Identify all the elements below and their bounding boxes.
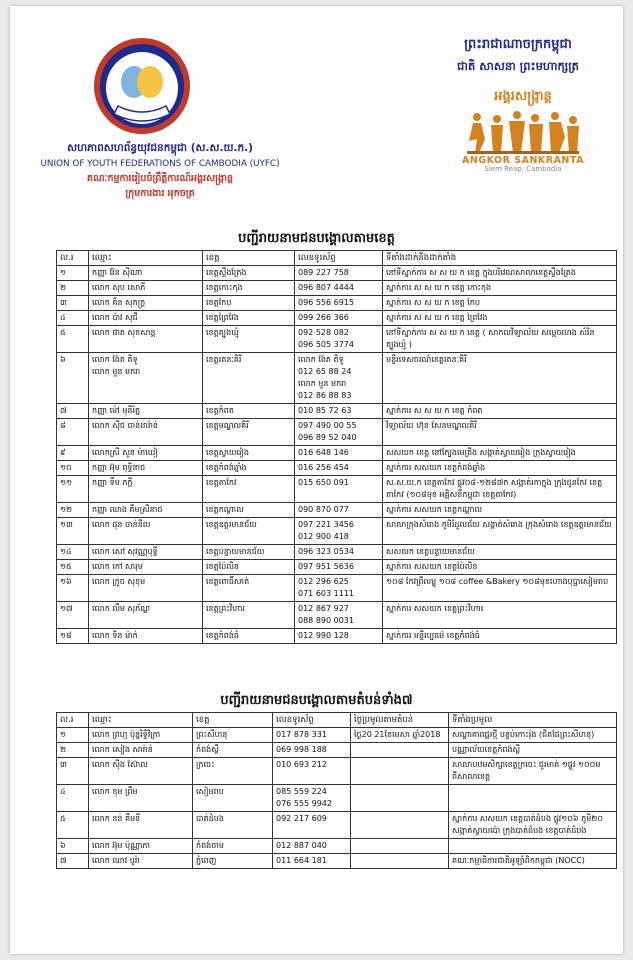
location: ស្នាក់ការ សសយក ខេត្តប៉ៃលិន <box>383 560 617 575</box>
provincial-contacts-table <box>56 250 617 644</box>
province: ខេត្តព្រៃវែង <box>203 311 295 326</box>
angkor-sankranta-logo <box>448 88 598 188</box>
kingdom-title: ព្រះរាជាណាចក្រកម្ពុជា <box>464 37 572 52</box>
contact-name: លោក ស៊ីថ ចាន់ដារ៉ាន់ <box>89 419 203 446</box>
province: ខេត្តបន្ទាយមានជ័យ <box>203 545 295 560</box>
location: ស្នាក់ការ សសយក ខេត្តកណ្ដាល <box>383 503 617 518</box>
contact-name: លោក លឹម សុភ័ណ្ឌ <box>89 602 203 629</box>
location: ស្នាក់ការ ស ស យ ក ខេត្ត ព្រៃវែង <box>383 311 617 326</box>
phone-number: 089 227 758 <box>295 266 383 281</box>
location: ស្នាក់ការ ស ស យ ក ខេត្ត កែប <box>383 296 617 311</box>
event-logo-en: ANGKOR SANKRANTA <box>462 155 584 166</box>
province: ក្រចេះ <box>193 758 273 785</box>
table-row <box>57 545 617 560</box>
col-header-phone: លេខទូរស័ព្ទ <box>273 713 351 728</box>
contact-name: លោក ទិន ម៉ាក់ <box>89 629 203 644</box>
col-header-no: ល.រ <box>57 713 89 728</box>
col-header-name: ឈ្មោះ <box>89 251 203 266</box>
phone-number: 010 85 72 63 <box>295 404 383 419</box>
location: ស.ស.យ.ក ខេត្តតាកែវ ផ្លូវ០៨-១២៨៧ក សង្កាត់រកាក្នុង ក្រុងដូនកែវ ខេត្តតាកែវ (១០៨មុខ អគ្គិសនីកម្ពុជា ខេត្តតាកែវ) <box>383 476 617 503</box>
collection-location <box>449 839 617 854</box>
location: មន្ទីរទេសចរណ៍ខេត្តរតនៈគិរី <box>383 353 617 404</box>
province: ខេត្តកែប <box>203 296 295 311</box>
col-header-province: ខេត្ត <box>193 713 273 728</box>
table-row <box>57 602 617 629</box>
phone-number: 016 648 146 <box>295 446 383 461</box>
row-number: ៣ <box>57 758 89 785</box>
province: ខេត្តប៉ៃលិន <box>203 560 295 575</box>
contact-name: កញ្ញា ទឹម ភក្តី <box>89 476 203 503</box>
contact-name: លោក សៀង សារ៉ាន់ <box>89 743 193 758</box>
table-row <box>57 575 617 602</box>
province: សៀមរាប <box>193 785 273 812</box>
event-logo-km: អង្គរសង្ក្រាន្ត <box>494 89 552 104</box>
province: ខេត្តកំពត <box>203 404 295 419</box>
phone-number: 097 221 3456 012 900 418 <box>295 518 383 545</box>
table-row <box>57 560 617 575</box>
row-number: ២ <box>57 743 89 758</box>
contact-name: កញ្ញា ម៉ៅ មុនីរ័ត្ន <box>89 404 203 419</box>
table-row <box>57 839 617 854</box>
location: នៅទីស្នាក់ការ ស ស យ ក ខេត្ត ( សាកលវិទ្យាល័យ សម្តេចហេង សំរិន ត្បូងឃ្មុំ ) <box>383 326 617 353</box>
uyfc-logo-icon <box>92 36 192 136</box>
phone-number: លោក ង៉ែត តិទូ 012 65 88 24 លោក មួន មករា 012 86 88 83 <box>295 353 383 404</box>
table-row <box>57 353 617 404</box>
organization-block <box>30 142 290 201</box>
phone-number: 069 998 188 <box>273 743 351 758</box>
table-row <box>57 296 617 311</box>
phone-number: 017 878 331 <box>273 728 351 743</box>
collection-date <box>351 785 449 812</box>
document-page <box>10 6 623 954</box>
phone-number: 011 664 181 <box>273 854 351 869</box>
location: សសយក ខេត្ត នៅក្បែងមេត្រីង សង្កាត់ស្វាយរៀង ក្រុងស្វាយរៀង <box>383 446 617 461</box>
contact-name: លោក ផុន ចាន់នីល <box>89 518 203 545</box>
phone-number: 012 296 625 071 603 1111 <box>295 575 383 602</box>
table1-title: បញ្ជីរាយនាមជនបង្គោលតាមខេត្ត <box>238 231 395 246</box>
table-row <box>57 266 617 281</box>
province: កំពង់ចាម <box>193 839 273 854</box>
org-name-km: សហភាពសហព័ន្ធយុវជនកម្ពុជា (ស.ស.យ.ក.) <box>67 142 253 154</box>
contact-name: លោក ង៉ែត តិទូ លោក មួន មករា <box>89 353 203 404</box>
contact-name: លោក កៅ សារុម <box>89 560 203 575</box>
collection-date <box>351 839 449 854</box>
phone-number: 016 256 454 <box>295 461 383 476</box>
table-header-row <box>57 713 617 728</box>
table-row <box>57 404 617 419</box>
phone-number: 090 870 077 <box>295 503 383 518</box>
phone-number: 010 693 212 <box>273 758 351 785</box>
contact-name: លោក ស៊ីង ស៊ែាល <box>89 758 193 785</box>
collection-date: ថ្ងៃ20 21ខែមេសា ឆ្នាំ2018 <box>351 728 449 743</box>
collection-location: បណ្ណាល័យខេត្តកំពង់ស្ពឺ <box>449 743 617 758</box>
location: សាលាក្រុងសំរោង ភូមិរំដួលជ័យ សង្កាត់សំរោង ក្រុងសំរោង ខេត្តឧត្តរមានជ័យ <box>383 518 617 545</box>
collection-location: សាលាបឋមសិក្សាខេត្តក្រចេះ ជួរមាត់ ១ផ្លូវ ១០០ម ពីសាលាខេត្ត <box>449 758 617 785</box>
dancers-icon <box>463 109 583 155</box>
row-number: ៥ <box>57 326 89 353</box>
location: ១០៨ កែវព្រឹលម្ហូ ១០៨ coffee &Bakery ១០៨មុខហោងបុប្ផាសៀមរាប <box>383 575 617 602</box>
col-header-phone: លេខទូរស័ព្ទ <box>295 251 383 266</box>
phone-number: 096 807 4444 <box>295 281 383 296</box>
row-number: ៩ <box>57 446 89 461</box>
table-row <box>57 518 617 545</box>
row-number: ១៧ <box>57 602 89 629</box>
location: ស្នាក់ការ សសយក ខេត្តព្រះវិហារ <box>383 602 617 629</box>
phone-number: 012 887 040 <box>273 839 351 854</box>
province: ខេត្តកណ្ដាល <box>203 503 295 518</box>
province: កំពង់ស្ពឺ <box>193 743 273 758</box>
location: វិទ្យាល័យ ហ៊ុន សែនមណ្ឌលគិរី <box>383 419 617 446</box>
committee-name: គណៈកម្មការរៀបចំព្រឹត្តិការណ៍អង្គរសង្ក្រាន្ត <box>86 173 234 184</box>
col-header-collection-location: ទីតាំងប្រមូល <box>449 713 617 728</box>
row-number: ១៤ <box>57 545 89 560</box>
table-row <box>57 503 617 518</box>
contact-name: លោក ឈាវ បូរ៉ា <box>89 854 193 869</box>
row-number: ៥ <box>57 812 89 839</box>
table-row <box>57 311 617 326</box>
col-header-name: ឈ្មោះ <box>89 713 193 728</box>
location: សសយក ខេត្តបន្ទាយមានជ័យ <box>383 545 617 560</box>
province: ខេត្តរតនៈគិរី <box>203 353 295 404</box>
collection-location: ស្នាក់ការ សសយក ខេត្តបាត់ដំបង ផ្លូវ១០៦ ភូមិ២០ សង្កាត់ស្វាយប៉ោ ក្រុងបាត់ដំបង ខេត្តបាត់ដំបង <box>449 812 617 839</box>
province: ខេត្តកំពង់ធំ <box>203 629 295 644</box>
contact-name: កញ្ញា វ៉ែន ស៊ីណា <box>89 266 203 281</box>
table-row <box>57 461 617 476</box>
table-row <box>57 476 617 503</box>
row-number: ១១ <box>57 476 89 503</box>
national-motto: ជាតិ សាសនា ព្រះមហាក្សត្រ <box>457 59 579 73</box>
province: ភ្នំពេញ <box>193 854 273 869</box>
collection-location: សណ្ឋាគារផ្គេរថ្មី បន្ទប់កោះរ៉ុង (ជិតផែព្រះសីហនុ) <box>449 728 617 743</box>
row-number: ១២ <box>57 503 89 518</box>
collection-date <box>351 743 449 758</box>
table-row <box>57 854 617 869</box>
phone-number: 096 556 6915 <box>295 296 383 311</box>
location: ស្នាក់ការ ស ស យ ក ខេត្ត កោះកុង <box>383 281 617 296</box>
location: នៅទីស្នាក់ការ ស ស យ ក ខេត្ត ក្នុងបរិវេណសាលាខេត្តស្ទឹងត្រែង <box>383 266 617 281</box>
row-number: ៨ <box>57 419 89 446</box>
contact-name: លោក សៅ សុវណ្ណបុទ្ធី <box>89 545 203 560</box>
phone-number: 085 559 224 076 555 9942 <box>273 785 351 812</box>
table2-title: បញ្ជីរាយនាមជនបង្គោលតាមតំបន់ទាំង៧ <box>220 693 413 708</box>
row-number: ៧ <box>57 404 89 419</box>
row-number: ១៨ <box>57 629 89 644</box>
province: ព្រះសីហនុ <box>193 728 273 743</box>
table-row <box>57 743 617 758</box>
province: ខេត្តព្រះវិហារ <box>203 602 295 629</box>
location: ស្នាក់ការ មន្ទីរប្បធម៌ ខេត្តកំពង់ធំ <box>383 629 617 644</box>
collection-date <box>351 854 449 869</box>
contact-name: លោក នន់ គឹមនី <box>89 812 193 839</box>
collection-date <box>351 812 449 839</box>
province: ខេត្តកោះកុង <box>203 281 295 296</box>
phone-number: 092 217 609 <box>273 812 351 839</box>
table-row <box>57 419 617 446</box>
contact-name: លោក សុប សោភី <box>89 281 203 296</box>
table-row <box>57 785 617 812</box>
province: ខេត្តឧត្តរមានជ័យ <box>203 518 295 545</box>
row-number: ១៣ <box>57 518 89 545</box>
row-number: ១៦ <box>57 575 89 602</box>
row-number: ៣ <box>57 296 89 311</box>
table-row <box>57 728 617 743</box>
col-header-province: ខេត្ត <box>203 251 295 266</box>
phone-number: 012 867 927 088 890 0031 <box>295 602 383 629</box>
row-number: ១៥ <box>57 560 89 575</box>
collection-date <box>351 758 449 785</box>
phone-number: 015 650 091 <box>295 476 383 503</box>
contact-name: លោក ផាត សុខសាន្ត <box>89 326 203 353</box>
table-row <box>57 326 617 353</box>
collection-location <box>449 785 617 812</box>
contact-name: លោកស្រី សួន ម៉ាឃៀ <box>89 446 203 461</box>
row-number: ៦ <box>57 839 89 854</box>
team-name: ក្រុមការងារ អុកចត្រ <box>125 188 195 199</box>
table-row <box>57 446 617 461</box>
table-row <box>57 281 617 296</box>
regional-contacts-table <box>56 712 617 869</box>
row-number: ៤ <box>57 311 89 326</box>
phone-number: 012 990 128 <box>295 629 383 644</box>
row-number: ៤ <box>57 785 89 812</box>
col-header-collection-date: ថ្ងៃប្រមូលតាមតំបន់ <box>351 713 449 728</box>
row-number: ១ <box>57 728 89 743</box>
phone-number: 097 490 00 55 096 89 52 040 <box>295 419 383 446</box>
row-number: ៦ <box>57 353 89 404</box>
contact-name: លោក ព្រហ្ម ប៉ុន្នរិទ្ធិវិក្រា <box>89 728 193 743</box>
col-header-location: ទីតាំងដាក់និងដាក់តាំង <box>383 251 617 266</box>
national-motto-block <box>418 36 618 76</box>
phone-number: 099 266 366 <box>295 311 383 326</box>
row-number: ៧ <box>57 854 89 869</box>
province: ខេត្តស្វាយរៀង <box>203 446 295 461</box>
table-row <box>57 629 617 644</box>
contact-name: លោក ប៉ាវ សុជី <box>89 311 203 326</box>
org-name-en: UNION OF YOUTH FEDERATIONS OF CAMBODIA (UYFC) <box>40 159 280 169</box>
contact-name: លោក ខុម ព្រឹម <box>89 785 193 812</box>
location: ស្នាក់ការ សសយក ខេត្តកំពង់ឆ្នាំង <box>383 461 617 476</box>
province: បាត់ដំបង <box>193 812 273 839</box>
row-number: ១០ <box>57 461 89 476</box>
province: ខេត្តមណ្ឌលគិរី <box>203 419 295 446</box>
row-number: ២ <box>57 281 89 296</box>
col-header-no: ល.រ <box>57 251 89 266</box>
row-number: ១ <box>57 266 89 281</box>
contact-name: លោក គិន សុភក្រ្ត <box>89 296 203 311</box>
phone-number: 096 323 0534 <box>295 545 383 560</box>
table-header-row <box>57 251 617 266</box>
province: ខេត្តត្បូងឃ្មុំ <box>203 326 295 353</box>
location: ស្នាក់ការ ស ស យ ក ខេត្ត កំពត <box>383 404 617 419</box>
phone-number: 097 951 5636 <box>295 560 383 575</box>
province: ខេត្តស្ទឹងត្រែង <box>203 266 295 281</box>
event-logo-location: Siem Reap, Cambodia <box>484 165 562 173</box>
contact-name: លោក អ៊ុម ប៉ុណ្ណាភា <box>89 839 193 854</box>
table-row <box>57 812 617 839</box>
phone-number: 092 528 082 096 505 3774 <box>295 326 383 353</box>
province: ខេត្តកំពង់ឆ្នាំង <box>203 461 295 476</box>
province: ខេត្តពោធិ៍សាត់ <box>203 575 295 602</box>
contact-name: កញ្ញា ឈាង គឹមស្រីនាថ <box>89 503 203 518</box>
contact-name: កញ្ញា អ៊ុម ពុទ្ធិនាថ <box>89 461 203 476</box>
contact-name: លោក ក្រូច សុខុម <box>89 575 203 602</box>
table-row <box>57 758 617 785</box>
collection-location: គណៈកម្មាធិការជាតិអូឡាំពិកកម្ពុជា (NOCC) <box>449 854 617 869</box>
province: ខេត្តតាកែវ <box>203 476 295 503</box>
